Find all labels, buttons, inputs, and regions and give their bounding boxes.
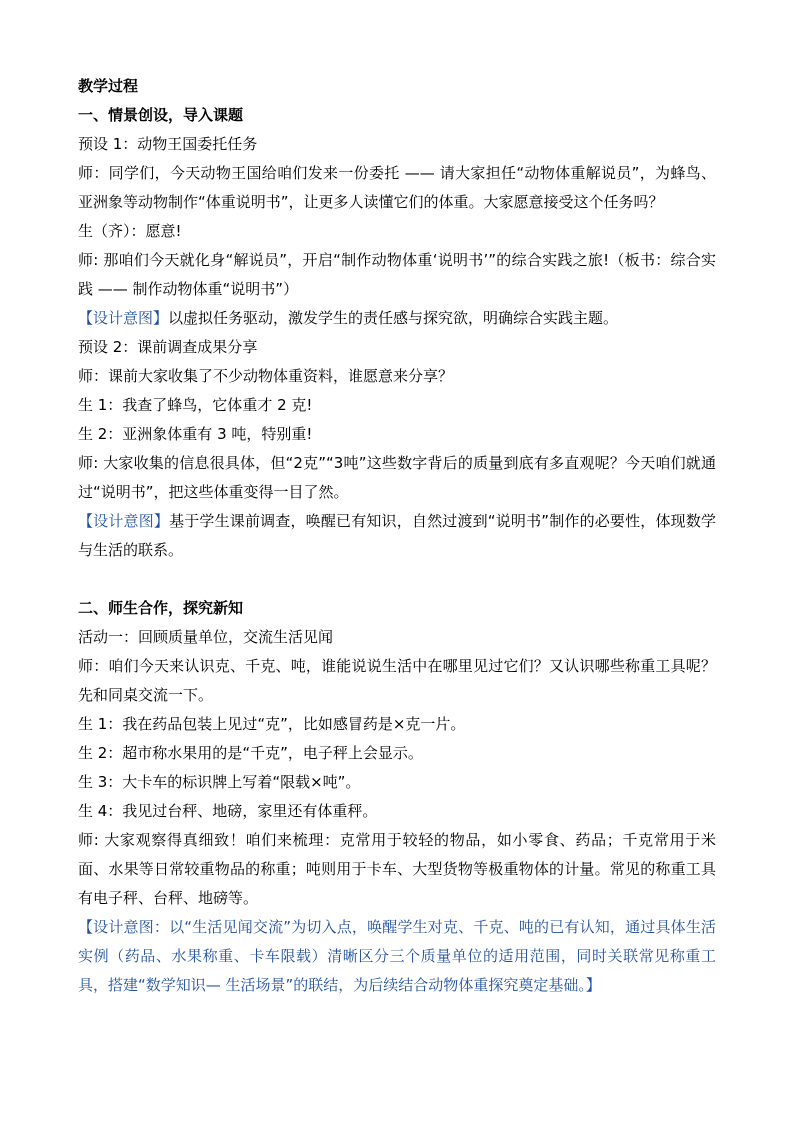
- dialogue-paragraph: 生（齐）：愿意!: [78, 222, 182, 240]
- section-2-heading: 二、师生合作，探究新知: [78, 599, 244, 617]
- dialogue-paragraph: 生 3：大卡车的标识牌上写着“限载×吨”。: [78, 773, 361, 791]
- design-intent-paragraph: 【设计意图：以“生活见闻交流”为切入点，唤醒学生对克、千克、吨的已有认知，通过具体生活实例（药品、水果称重、卡车限载）清晰区分三个质量单位的适用范围，同时关联常见称重工具，搭建“数学知识— 生活场景”的联结，为后续结合动物体重探究奠定基础。】: [78, 918, 716, 994]
- document-title: 教学过程: [78, 77, 139, 95]
- dialogue-paragraph: 生 4：我见过台秤、地磅，家里还有体重秤。: [78, 802, 378, 820]
- dialogue-paragraph: 生 2：亚洲象体重有 3 吨，特别重!: [78, 425, 313, 443]
- dialogue-paragraph: 师: 大家收集的信息很具体，但“2克”“3吨”这些数字背后的质量到底有多直观呢？今天咱们就通过“说明书”，把这些体重变得一目了然。: [78, 454, 716, 501]
- dialogue-paragraph: 师：咱们今天来认识克、千克、吨，谁能说说生活中在哪里见过它们？又认识哪些称重工具呢？先和同桌交流一下。: [78, 657, 716, 704]
- dialogue-paragraph: 生 2：超市称水果用的是“千克”，电子秤上会显示。: [78, 744, 423, 762]
- dialogue-paragraph: 师：课前大家收集了不少动物体重资料，谁愿意来分享？: [78, 367, 454, 385]
- dialogue-paragraph: 生 1：我在药品包装上见过“克”，比如感冒药是×克一片。: [78, 715, 466, 733]
- section-spacer: [78, 565, 716, 594]
- preset-1-label: 预设 1：动物王国委托任务: [78, 135, 258, 153]
- dialogue-paragraph: 师: 大家观察得真细致！咱们来梳理：克常用于较轻的物品，如小零食、药品；千克常用于米面、水果等日常较重物品的称重；吨则用于卡车、大型货物等极重物体的计量。常见的称重工具有电子秤、台秤、地磅等。: [78, 831, 716, 907]
- section-1-heading: 一、情景创设，导入课题: [78, 106, 244, 124]
- dialogue-paragraph: 生 1：我查了蜂鸟，它体重才 2 克!: [78, 396, 313, 414]
- design-intent-paragraph: [78, 507, 716, 565]
- design-intent-tag: 【设计意图】: [78, 512, 170, 530]
- design-intent-text: 以虚拟任务驱动，激发学生的责任感与探究欲，明确综合实践主题。: [168, 309, 619, 327]
- dialogue-paragraph: 师：同学们，今天动物王国给咱们发来一份委托 —— 请大家担任“动物体重解说员”，为蜂鸟、亚洲象等动物制作“体重说明书”，让更多人读懂它们的体重。大家愿意接受这个任务吗？: [78, 164, 716, 211]
- design-intent-tag: 【设计意图】: [78, 309, 169, 327]
- design-intent-paragraph: [78, 304, 716, 333]
- design-intent-text: 基于学生课前调查，唤醒已有知识，自然过渡到“说明书”制作的必要性，体现数学与生活的联系。: [78, 512, 716, 559]
- activity-1-label: 活动一：回顾质量单位，交流生活见闻: [78, 628, 334, 646]
- preset-2-label: 预设 2：课前调查成果分享: [78, 338, 258, 356]
- dialogue-paragraph: 师: 那咱们今天就化身“解说员”，开启“制作动物体重‘说明书’”的综合实践之旅!（板书：综合实践 —— 制作动物体重“说明书”）: [78, 251, 716, 298]
